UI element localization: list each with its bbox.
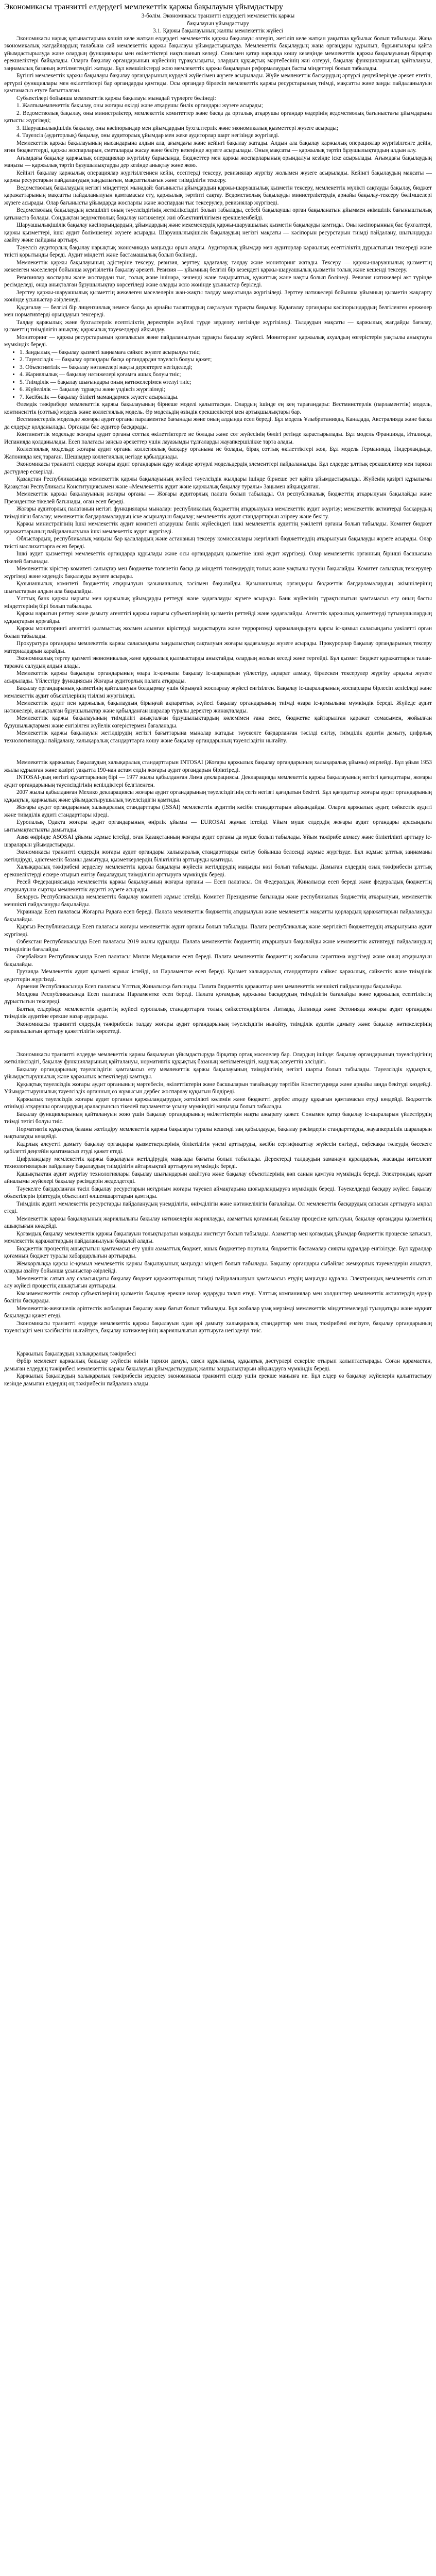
paragraph: Халықаралық тәжірибені зерделеу мемлекеттік қаржы бақылауы жүйесін жетілдірудің маңызды көзі болып табылады. Дамыған елдердің озық тәжірибесін ұлттық ерекшеліктерді ескере отырып енгізу бақылаудың тиімділігін арттыруға мүмкіндік береді. xyxy=(4,864,432,878)
paragraph: Қоғамдық бақылау мемлекеттік қаржы бақылауын толықтыратын маңызды институт болып табылады. Азаматтар мен қоғамдық ұйымдар бюджеттік процеске қатысып, мемлекеттік қаражаттардың пайдаланылуын бақылай алады. xyxy=(4,1230,432,1244)
paragraph: Экономикасы нарық қатынастарына көшіп келе жатқан елдердегі мемлекеттік қаржы бақылауы өзгеріп, жетіліп келе жатқан уақытша құбылыс болып табылады. Жаңа экономикалық жағдайлардың талабына сай мемлекеттік қаржы бақылауы ұйымдастырылуда. Мемлекеттік бақылаудың жаңа органдары құрылып, бұрынғылары қайта ұйымдастырылуда және олардың функциялары мен өкілеттіктері нақтыланып келеді. Сонымен қатар нарыққа көшу кезеңінде мемлекеттік қаржы бақылауының бірқатар ерекшеліктері байқалады. Оларға бақылау органдарының жүйесінің тұрақсыздығы, олардың құқықтық мәртебесінің жиі өзгеруі, бақылау функцияларының қайталануы, заңнамалық базаның жетілмегендігі жатады. Бұл кемшіліктерді жою мемлекеттік қаржы бақылауын реформалаудың басты міндеттері болып табылады. xyxy=(4,35,432,72)
paragraph: Мемлекеттік қаржы бақылауының әдістеріне тексеру, ревизия, зерттеу, қадағалау, талдау және мониторинг жатады. Тексеру — қаржы-шаруашылық қызметтің жекелеген мәселелері бойынша жүргізілетін бақылау әрекеті. Ревизия — ұйымның белгілі бір кезеңдегі қаржы-шаруашылық қызметін толық және кешенді тексеру. xyxy=(4,259,432,273)
paragraph: Ұлттық банк қаржы нарығы мен қаржылық ұйымдарды реттеуді және қадағалауды жүзеге асырады. Банк жүйесінің тұрақтылығын қамтамасыз ету оның басты міндеттерінің бірі болып табылады. xyxy=(4,596,432,609)
paragraph: Қаржы нарығын реттеу және дамыту агенттігі қаржы нарығы субъектілерінің қызметін реттейді және қадағалайды. Агенттік қаржылық қызметтерді тұтынушылардың құқықтарын қорғайды. xyxy=(4,611,432,624)
paragraph: Талдау қаржылық және бухгалтерлік есептіліктің деректерін жүйелі түрде зерделеу негізінде жүргізіледі. Талдаудың мақсаты — қаржылық жағдайды бағалау, қызметтің тиімділігін анықтау, қаржылық тәуекелдерді айқындау. xyxy=(4,319,432,333)
paragraph: Тәуекелге бағдарланған тәсіл бақылау ресурстарын неғұрлым жоғары тәуекел аймақтарына шоғырландыруға мүмкіндік береді. Тәуекелдерді басқару жүйесі бақылау объектілерін іріктеудің объективті өлшемшарттарын қамтиды. xyxy=(4,1185,432,1199)
paragraph: Азия өңірінде ASOSAI ұйымы жұмыс істейді, оған Қазақстанның жоғары аудит органы да мүше болып табылады. Ұйым тәжірибе алмасу және біліктілікті арттыру іс-шараларын ұйымдастырады. xyxy=(4,834,432,848)
paragraph: Ведомстволық бақылаудың кемшілігі оның тәуелсіздігінің жеткіліксіздігі болып табылады, себебі бақылаушы орган бақыланатын ұйыммен әкімшілік бағыныштылық қатынаста болады. Сондықтан ведомстволық бақылау нәтижелері жиі объективтілігімен ерекшеленбейді. xyxy=(4,207,432,221)
text-block-3 xyxy=(4,759,432,1036)
paragraph: Цифрландыру мемлекеттік қаржы бақылауын жетілдірудің маңызды бағыты болып табылады. Деректерді талдаудың заманауи құралдарын, жасанды интеллект технологияларын пайдалану бақылаудың тиімділігін айтарлықтай арттыруға мүмкіндік береді. xyxy=(4,1156,432,1170)
paragraph: 3. Шаруашылықішілік бақылау, оны кәсіпорындар мен ұйымдардың бухгалтерлік және экономикалық қызметтері жүзеге асырады; xyxy=(16,125,339,131)
paragraph: Бюджеттік процестің ашықтығын қамтамасыз ету үшін азаматтық бюджет, ашық бюджеттер порталы, бюджеттік бастамалар сияқты құралдар енгізілуде. Бұл құралдар қоғамның бюджет туралы хабардарлығын арттырады. xyxy=(4,1245,432,1259)
paragraph: Мемлекеттік қаржы бақылауының жоғары органы — Жоғары аудиторлық палата болып табылады. Ол республикалық бюджеттің атқарылуын бақылайды және Президентке тікелей бағынады, оған есеп береді. xyxy=(4,491,432,505)
paragraph: Мемлекеттік кірістер комитеті салықтар мен бюджетке төленетін басқа да міндетті төлемдердің толық және уақтылы түсуін бақылайды. Комитет салықтық тексерулер жүргізеді және кедендік бақылауды жүзеге асырады. xyxy=(4,566,432,580)
paragraph: Ведомстволық бақылаудың негізгі міндеттері мынадай: бағынысты ұйымдардың қаржы-шаруашылық қызметін тексеру, мемлекеттік мүлікті сақтауды бақылау, бюджет қаражаттарының мақсатты пайдаланылуын қамтамасыз ету, қаржылық тәртіпті сақтау. Ведомстволық бақылауды министрліктердің арнайы бақылау-тексеру бөлімшелері жүзеге асырады. Олар бағынысты ұйымдарда жоспарлы және жоспардан тыс тексерулер, ревизиялар жүргізеді. xyxy=(4,184,432,206)
paragraph: Экономикасы транзитті елдердің тәжірибесін талдау жоғары аудит органдарының тәуелсіздігін нығайту, тиімділік аудитін дамыту және бақылау нәтижелерінің жариялылығын арттыру қажеттілігін көрсетеді. xyxy=(4,1021,432,1035)
paragraph: Бақылау органдарының қызметінің қайталануын болдырмау үшін бірыңғай жоспарлау жүйесі енгізілген. Бақылау іс-шараларының жоспарлары бірлесіп келісіледі және мемлекеттік аудит объектілерінің тізілімі жүргізіледі. xyxy=(4,685,432,699)
paragraph: Қадағалау — белгілі бір лицензиялық немесе басқа да арнайы талаптардың сақталуын тұрақты бақылау. Қадағалау органдары кәсіпорындардың белгіленген ережелер мен нормативтерді орындауын тексереді. xyxy=(4,304,432,318)
paragraph: Өзбекстан Республикасында Есеп палатасы 2019 жылы құрылды. Палата мемлекеттік бюджеттің атқарылуын бақылайды және мемлекеттік активтерді пайдаланудың тиімділігін бағалайды. xyxy=(4,939,432,953)
paragraph: Экономикасы транзитті елдерде мемлекеттік қаржы бақылауын ұйымдастыруда бірқатар ортақ мәселелер бар. Олардың ішінде: бақылау органдарының тәуелсіздігінің жеткіліксіздігі, бақылау функцияларының қайталануы, нормативтік құқықтық базаның жетілмегендігі, кадрлық әлеуеттің әлсіздігі. xyxy=(4,1051,432,1065)
paragraph: Украинада Есеп палатасы Жоғарғы Радаға есеп береді. Палата мемлекеттік бюджеттің атқарылуын және мемлекеттік мақсатты қорлардың қаражаттарын пайдалануды бақылайды. xyxy=(4,909,432,923)
text-block-2 xyxy=(4,401,432,744)
text-block-1 xyxy=(4,35,432,349)
paragraph: Тәуелсіз аудиторлық бақылау нарықтық экономикада маңызды орын алады. Аудиторлық ұйымдар мен аудиторлар қаржылық есептіліктің дұрыстығын тексереді және тиісті қорытынды береді. Аудит міндетті және бастамашылық болып бөлінеді. xyxy=(4,244,432,258)
chapter-subheading: бақылауын ұйымдастыру xyxy=(187,20,249,27)
paragraph: Жемқорлыққа қарсы іс-қимыл мемлекеттік қаржы бақылауының маңызды міндеті болып табылады. Бақылау органдары сыбайлас жемқорлық тәуекелдерін анықтап, оларды азайту бойынша ұсыныстар әзірлейді. xyxy=(4,1260,432,1274)
list-item: • 3. Объективтілік — бақылау нәтижелері нақты деректерге негізделеді; xyxy=(20,364,432,371)
document-title: Экономикасы транзитті елдердегі мемлекеттік қаржы бақылауын ұйымдастыру xyxy=(4,3,283,11)
paragraph: Ағымдағы бақылау қаржылық операциялар жүргізілу барысында, бюджеттер мен қаржы жоспарларының орындалуы кезінде іске асырылады. Ағымдағы бақылаудың маңызы — қаржылық тәртіп бұзушылықтарды дер кезінде анықтау және жою. xyxy=(4,155,432,168)
paragraph: 2007 жылы қабылданған Мехико декларациясы жоғары аудит органдарының тәуелсіздігінің сегіз негізгі қағидатын бекітті. Бұл қағидаттар жоғары аудит органдарының құқықтық, қаржылық және ұйымдастырушылық тәуелсіздігін қамтиды. xyxy=(4,789,432,803)
paragraph: Еуропалық Одақта жоғары аудит органдарының өңірлік ұйымы — EUROSAI жұмыс істейді. Ұйым мүше елдердің жоғары аудит органдары арасындағы ынтымақтастықты дамытады. xyxy=(4,819,432,833)
paragraph: Жоғары аудиторлық палатаның негізгі функциялары мыналар: республикалық бюджеттің атқарылуына мемлекеттік аудит жүргізу; мемлекеттік активтерді басқарудың тиімділігін бағалау; мемлекеттік бағдарламалардың іске асырылуын бақылау; мемлекеттік аудит стандарттарын әзірлеу және бекіту. xyxy=(4,506,432,520)
paragraph: Қазақстан Республикасында мемлекеттік қаржы бақылауының жүйесі тәуелсіздік жылдары ішінде бірнеше рет қайта ұйымдастырылды. Жүйенің қазіргі құрылымы Қазақстан Республикасы Конституциясымен және «Мемлекеттік аудит және қаржылық бақылау туралы» Заңымен айқындалған. xyxy=(4,476,432,490)
list-item: • 1. Заңдылық — бақылау қызметі заңнамаға сәйкес жүзеге асырылуы тиіс; xyxy=(20,349,432,357)
paragraph: Ресей Федерациясында мемлекеттік қаржы бақылауының жоғары органы — Есеп палатасы. Ол Федералдық Жиналысқа есеп береді және федералдық бюджеттің атқарылуына сыртқы мемлекеттік аудитті жүзеге асырады. xyxy=(4,879,432,893)
paragraph: Мемлекеттік қаржы бақылауы органдарының өзара іс-қимылы бақылау іс-шараларын үйлестіру, ақпарат алмасу, бірлескен тексерулер жүргізу арқылы жүзеге асырылады. Үйлестіру функциясын Жоғары аудиторлық палата атқарады. xyxy=(4,670,432,684)
section-heading: 3.1. Қаржы бақылауының жалпы мемлекеттік жүйесі xyxy=(153,28,283,34)
paragraph: Кейінгі бақылау қаржылық операциялар жүргізілгеннен кейін, есептерді тексеру, ревизиялар жүргізу жолымен жүзеге асырылады. Кейінгі бақылаудың мақсаты — қаржы ресурстарын пайдаланудың заңдылығын, мақсаттылығын және тиімділігін тексеру. xyxy=(4,170,432,183)
paragraph: Молдова Республикасында Есеп палатасы Парламентке есеп береді. Палата қоғамдық қаржыны басқарудың тиімділігін бағалайды және қаржылық есептіліктің дұрыстығын тексереді. xyxy=(4,991,432,1005)
spacer xyxy=(4,1036,432,1051)
spacer xyxy=(4,744,432,759)
paragraph: Континенттік модельде жоғары аудит органы соттық өкілеттіктерге ие болады және сот жүйесінің бөлігі ретінде қарастырылады. Бұл модель Францияда, Италияда, Испанияда қолданылады. Есеп палатасы заңсыз әрекеттер үшін лауазымды тұлғаларды жауапкершілікке тарта алады. xyxy=(4,431,432,445)
paragraph: Жоғары аудит органдарының халықаралық стандарттары (ISSAI) мемлекеттік аудиттің кәсіби стандарттарын айқындайды. Оларға қаржылық аудит, сәйкестік аудиті және тиімділік аудиті стандарттары кіреді. xyxy=(4,804,432,818)
paragraph: Мемлекеттік аудит пен қаржылық бақылаудың бірыңғай ақпараттық жүйесі бақылау органдарының тиімді өзара іс-қимылына мүмкіндік береді. Жүйеде аудит нәтижелері, анықталған бұзушылықтар және қабылданған шаралар туралы деректер жинақталады. xyxy=(4,700,432,714)
list-item: • 4. Жариялылық — бақылау нәтижелері қоғамға ашық болуы тиіс; xyxy=(20,371,432,379)
paragraph: Қаржы мониторингі агенттігі қылмыстық жолмен алынған кірістерді заңдастыруға және терроризмді қаржыландыруға қарсы іс-қимыл саласындағы уәкілетті орган болып табылады. xyxy=(4,625,432,639)
paragraph: Беларусь Республикасында мемлекеттік бақылау комитеті жұмыс істейді. Комитет Президентке бағынады және республикалық бюджеттің атқарылуын, мемлекеттік меншікті пайдалануды бақылайды. xyxy=(4,894,432,908)
list-item: • 6. Жүйелілік — бақылау тұрақты және үздіксіз жүргізіледі; xyxy=(20,386,432,394)
paragraph: Құқықтық тәуелсіздік жоғары аудит органының мәртебесін, өкілеттіктерін және басшыларын тағайындау тәртібін Конституцияда және арнайы заңда бекітуді көздейді. Ұйымдастырушылық тәуелсіздік органның өз жұмысын дербес жоспарлау құқығын білдіреді. xyxy=(4,1081,432,1095)
paragraph: Ревизиялар жоспарлы және жоспардан тыс, толық және ішінара, кешенді және тақырыптық, құжаттық және нақты болып бөлінеді. Ревизия нәтижелері акт түрінде ресімделеді, онда анықталған бұзушылықтар көрсетіледі және оларды жою жөнінде ұсыныстар беріледі. xyxy=(4,274,432,288)
paragraph: 1. Жалпымемлекеттік бақылау, оны жоғары өкілді және атқарушы билік органдары жүзеге асырады; xyxy=(16,103,263,109)
paragraph: Әрбір мемлекет қаржылық бақылау жүйесін өзінің тарихи дамуы, саяси құрылымы, құқықтық дәстүрлері ескеріле отырып қалыптастырады. Соған қарамастан, дамыған елдердің тәжірибесі мемлекеттік қаржы бақылауын ұйымдастырудың жалпы заңдылықтарын айқындауға мүмкіндік береді. xyxy=(4,1358,432,1372)
paragraph: Мемлекеттік-жекешелік әріптестік жобаларын бақылау жаңа бағыт болып табылады. Бұл жобалар ұзақ мерзімді мемлекеттік міндеттемелерді туындатады және мұқият бақылауды қажет етеді. xyxy=(4,1305,432,1319)
text-block-5 xyxy=(4,1350,432,1388)
paragraph: Тиімділік аудиті мемлекеттік ресурстарды пайдаланудың үнемділігін, өнімділігін және нәтижелілігін бағалайды. Ол мемлекеттік басқарудың сапасын арттыруға ықпал етеді. xyxy=(4,1200,432,1214)
paragraph: Әзербайжан Республикасында Есеп палатасы Милли Меджлиске есеп береді. Палата мемлекеттік бюджеттің жобасына сараптама жүргізеді және оның атқарылуын бақылайды. xyxy=(4,954,432,968)
paragraph: Ішкі аудит қызметтері мемлекеттік органдарда құрылады және осы органдардың қызметіне ішкі аудит жүргізеді. Олар мемлекеттік органның бірінші басшысына тікелей бағынады. xyxy=(4,551,432,565)
chapter-heading: 3-бөлім. Экономикасы транзитті елдердегі мемлекеттік қаржы xyxy=(141,13,295,19)
paragraph: Мониторинг — қаржы ресурстарының қозғалысын және пайдаланылуын тұрақты бақылау жүйесі. Мониторинг қаржылық ахуалдың өзгерістерін уақтылы анықтауға мүмкіндік береді. xyxy=(4,334,432,348)
paragraph: Қазынашылық комитеті бюджеттің атқарылуын қазынашылық тәсілмен бақылайды. Қазынашылық органдары бюджеттік бағдарламалардың әкімшілерінің шығыстарын алдын ала бақылайды. xyxy=(4,581,432,595)
paragraph: Қаржылық тәуелсіздік жоғары аудит органын қаржыландырудың жеткілікті көлемін және бюджетті дербес атқару құқығын қамтамасыз етуді көздейді. Бюджеттік өтінімді атқарушы органдардың араласуынсыз тікелей парламентке ұсыну мүмкіндігі маңызды болып табылады. xyxy=(4,1096,432,1110)
paragraph: Квазимемлекеттік сектор субъектілерінің қызметін бақылау ерекше назар аударуды талап етеді. Ұлттық компаниялар мен холдингтер мемлекеттік активтердің едәуір бөлігін басқарады. xyxy=(4,1290,432,1304)
paragraph: Кадрлық әлеуетті дамыту бақылау органдары қызметкерлерінің біліктілігін үнемі арттыруды, кәсіби сертификаттау жүйесін енгізуді, еңбекақы төлеудің бәсекеге қабілетті деңгейін қамтамасыз етуді қажет етеді. xyxy=(4,1141,432,1155)
spacer xyxy=(4,1335,432,1350)
paragraph: Коллегиялық модельде жоғары аудит органы коллегиялық басқару органына ие болады, бірақ соттық өкілеттіктері жоқ. Бұл модель Германияда, Нидерландыда, Жапонияда кең тараған. Шешімдер коллегиялық негізде қабылданады. xyxy=(4,446,432,460)
paragraph: Мемлекеттік қаржылық бақылаудың халықаралық стандарттарын INTOSAI (Жоғары қаржылық бақылау органдарының халықаралық ұйымы) әзірлейді. Бұл ұйым 1953 жылы құрылған және қазіргі уақытта 190-нан астам елдің жоғары аудит органдарын біріктіреді. xyxy=(4,759,432,773)
text-block-4 xyxy=(4,1051,432,1335)
paragraph: Экономикасы транзитті елдерде жоғары аудит органдарын құру кезінде әртүрлі модельдердің элементтері пайдаланылды. Бұл елдерде ұлттық ерекшеліктер мен тарихи дәстүрлер ескерілді. xyxy=(4,461,432,475)
paragraph: Мемлекеттік қаржы бақылауын жетілдірудің негізгі бағыттарына мыналар жатады: тәуекелге бағдарланған тәсілді енгізу, тиімділік аудитін дамыту, цифрлық технологияларды пайдалану, халықаралық стандарттарға көшу және бақылау органдарының тәуелсіздігін нығайту. xyxy=(4,730,432,744)
paragraph: Грузияда Мемлекеттік аудит қызметі жұмыс істейді, ол Парламентке есеп береді. Қызмет халықаралық стандарттарға сәйкес қаржылық, сәйкестік және тиімділік аудиттерін жүргізеді. xyxy=(4,969,432,982)
paragraph: Қаржылық бақылаудың халықаралық тәжірибесін зерделеу экономикасы транзитті елдер үшін ерекше маңызға ие. Бұл елдер өз бақылау жүйелерін қалыптастыру кезінде дамыған елдердің оң тәжірибесін пайдалана алады. xyxy=(4,1373,432,1387)
paragraph: Экономикасы транзитті елдерде мемлекеттік қаржы бақылауын одан әрі дамыту халықаралық стандарттар мен озық тәжірибені енгізуге, бақылау органдарының тәуелсіздігі мен кәсібилігін нығайтуға, бақылау нәтижелерінің жариялылығын арттыруға негізделуі тиіс. xyxy=(4,1320,432,1334)
paragraph: Мемлекеттік сатып алу саласындағы бақылау бюджет қаражаттарының тиімді пайдаланылуын қамтамасыз етудің маңызды құралы. Электрондық мемлекеттік сатып алу жүйесі процестің ашықтығын арттырады. xyxy=(4,1275,432,1289)
paragraph: Армения Республикасында Есеп палатасы Ұлттық Жиналысқа бағынады. Палата бюджеттік қаражаттар мен мемлекеттік меншікті пайдалануды бақылайды. xyxy=(16,984,403,990)
paragraph: Бүгінгі мемлекеттік қаржы бақылауы бақылау органдарының күрделі жүйесімен жүзеге асырылады. Жүйе мемлекеттік басқарудың әртүрлі деңгейлерінде әрекет ететін, әртүрлі функциялары мен өкілеттіктері бар органдарды қамтиды. Осы органдар бірлесіп мемлекеттік қаржы ресурстарының тиімді, мақсатты және заңды пайдаланылуын қамтамасыз етуге бағытталған. xyxy=(4,73,432,94)
paragraph: INTOSAI-дың негізгі құжаттарының бірі — 1977 жылы қабылданған Лима декларациясы. Декларацияда мемлекеттік қаржы бақылауының негізгі қағидаттары, жоғары аудит органдарының тәуелсіздігінің кепілдіктері белгіленген. xyxy=(4,774,432,788)
paragraph: Қаржы министрлігінің Ішкі мемлекеттік аудит комитеті атқарушы билік жүйесіндегі ішкі мемлекеттік аудиттің уәкілетті органы болып табылады. Комитет бюджет қаражаттарының пайдаланылуына ішкі мемлекеттік аудит жүргізеді. xyxy=(4,521,432,535)
paragraph: Субъектілері бойынша мемлекеттік қаржы бақылауы мынадай түрлерге бөлінеді: xyxy=(16,95,216,101)
paragraph: Зерттеу қаржы-шаруашылық қызметтің жекелеген мәселелерін жан-жақты талдау мақсатында жүргізіледі. Зерттеу нәтижелері бойынша ұйымның қызметін жақсарту жөнінде ұсыныстар әзірленеді. xyxy=(4,289,432,303)
paragraph: 2. Ведомстволық бақылау, оны министрліктер, мемлекеттік комитеттер және басқа да орталық атқарушы органдар өздерінің ведомстволық бағыныстағы ұйымдарына қатысты жүргізеді; xyxy=(4,110,432,124)
paragraph: Мемлекеттік қаржы бақылауының тиімділігі анықталған бұзушылықтардың көлемімен ғана емес, бюджетке қайтарылған қаражат сомасымен, жойылған бұзушылықтармен және енгізілген жүйелік өзгерістермен бағаланады. xyxy=(4,715,432,729)
list-item: • 7. Кәсібилік — бақылау білікті мамандармен жүзеге асырылады. xyxy=(20,394,432,401)
paragraph: Шаруашылықішілік бақылау кәсіпорындардың, ұйымдардың және мекемелердің қаржы-шаруашылық қызметін бақылауды қамтиды. Оны кәсіпорынның бас бухгалтері, қаржы қызметтері, ішкі аудит бөлімшелері жүзеге асырады. Шаруашылықішілік бақылаудың негізгі мақсаты — кәсіпорын ресурстарын тиімді пайдалану, шығындарды азайту және пайданы арттыру. xyxy=(4,222,432,243)
list-item: • 2. Тәуелсіздік — бақылау органдары басқа органдардан тәуелсіз болуы қажет; xyxy=(20,356,432,364)
paragraph: Экономикасы транзитті елдердің жоғары аудит органдары халықаралық стандарттарды енгізу бойынша белсенді жұмыс жүргізуде. Бұл жұмыс ұлттық заңнаманы жетілдіруді, әдістемелік базаны дамытуды, қызметкерлердің біліктілігін арттыруды қамтиды. xyxy=(4,849,432,863)
paragraph: Қашықтықтан аудит жүргізу технологиялары бақылау шығындарын азайтуға және бақылау объектілерінің көп санын қамтуға мүмкіндік береді. Электрондық құжат айналымы жүйелері бақылау рәсімдерін жеделдетеді. xyxy=(4,1171,432,1184)
paragraph: 4. Тәуелсіз (аудиторлық) бақылау, оны аудиторлық ұйымдар мен жеке аудиторлар шарт негізінде жүргізеді. xyxy=(16,132,280,139)
paragraph: Облыстардың, республикалық маңызы бар қалалардың және астананың тексеру комиссиялары жергілікті бюджеттердің атқарылуын бақылауды жүзеге асырады. Олар тиісті мәслихаттарға есеп береді. xyxy=(4,536,432,550)
paragraph: Мемлекеттік қаржы бақылауының нысандарына алдын ала, ағымдағы және кейінгі бақылау жатады. Алдын ала бақылау қаржылық операциялар жүргізілгенге дейін, яғни бюджеттерді, қаржы жоспарларын, сметаларды жасау және бекіту кезеңінде жүзеге асырылады. Оның мақсаты — қаржылық тәртіп бұзушылықтардың алдын алу. xyxy=(4,140,432,154)
principles-list xyxy=(4,349,432,401)
paragraph: Нормативтік құқықтық базаны жетілдіру мемлекеттік қаржы бақылауы туралы кешенді заң қабылдауды, бақылау рәсімдерін стандарттауды, жауапкершілік шараларын нақтылауды көздейді. xyxy=(4,1126,432,1140)
paragraph: Прокуратура органдары мемлекеттік қаржы саласындағы заңдылықтың сақталуын жоғары қадағалауды жүзеге асырады. Прокурорлар бақылау органдарының тексеру материалдарын қарайды. xyxy=(4,640,432,654)
paragraph: Мемлекеттік қаржы бақылауының жариялылығы бақылау нәтижелерін жариялауды, азаматтық қоғамның бақылау процесіне қатысуын, бақылау органдары қызметінің ашықтығын көздейді. xyxy=(4,1215,432,1229)
paragraph: Вестминстерлік модельде жоғары аудит органы парламентке бағынады және оның алдында есеп береді. Бұл модель Ұлыбританияда, Канадада, Австралияда және басқа да елдерде қолданылады. Органды бас аудитор басқарады. xyxy=(4,416,432,430)
paragraph: Экономикалық тергеу қызметі экономикалық және қаржылық қылмыстарды анықтайды, олардың жолын кеседі және тергейді. Бұл қызмет бюджет қаражаттарын талан-таражға салудың алдын алады. xyxy=(4,655,432,669)
paragraph: Әлемдік тәжірибеде мемлекеттік қаржы бақылауының бірнеше моделі қалыптасқан. Олардың ішінде ең кең тарағандары: Вестминстерлік (парламенттік) модель, континенттік (соттық) модель және коллегиялық модель. Әр модельдің өзіндік ерекшеліктері мен артықшылықтары бар. xyxy=(4,401,432,415)
paragraph: Балтық елдерінде мемлекеттік аудиттің жүйесі еуропалық стандарттарға толық сәйкестендірілген. Литвада, Латвияда және Эстонияда жоғары аудит органдары тиімділік аудитіне ерекше назар аударады. xyxy=(4,1006,432,1020)
paragraph: Бақылау органдарының тәуелсіздігін қамтамасыз ету мемлекеттік қаржы бақылауының тиімділігінің негізгі шарты болып табылады. Тәуелсіздік құқықтық, ұйымдастырушылық және қаржылық аспектілерді қамтиды. xyxy=(4,1066,432,1080)
paragraph: Қырғыз Республикасында Есеп палатасы жоғары мемлекеттік аудит органы болып табылады. Палата республикалық және жергілікті бюджеттердің атқарылуына аудит жүргізеді. xyxy=(4,924,432,938)
paragraph: Бақылау функцияларының қайталануын жою үшін бақылау органдарының өкілеттіктерін нақты ажырату қажет. Сонымен қатар бақылау іс-шараларын үйлестірудің тиімді тетігі болуы тиіс. xyxy=(4,1111,432,1125)
section-title: Қаржылық бақылаудың халықаралық тәжірибесі xyxy=(16,1350,136,1357)
list-item: • 5. Тиімділік — бақылау шығындары оның нәтижелерімен өтелуі тиіс; xyxy=(20,379,432,386)
